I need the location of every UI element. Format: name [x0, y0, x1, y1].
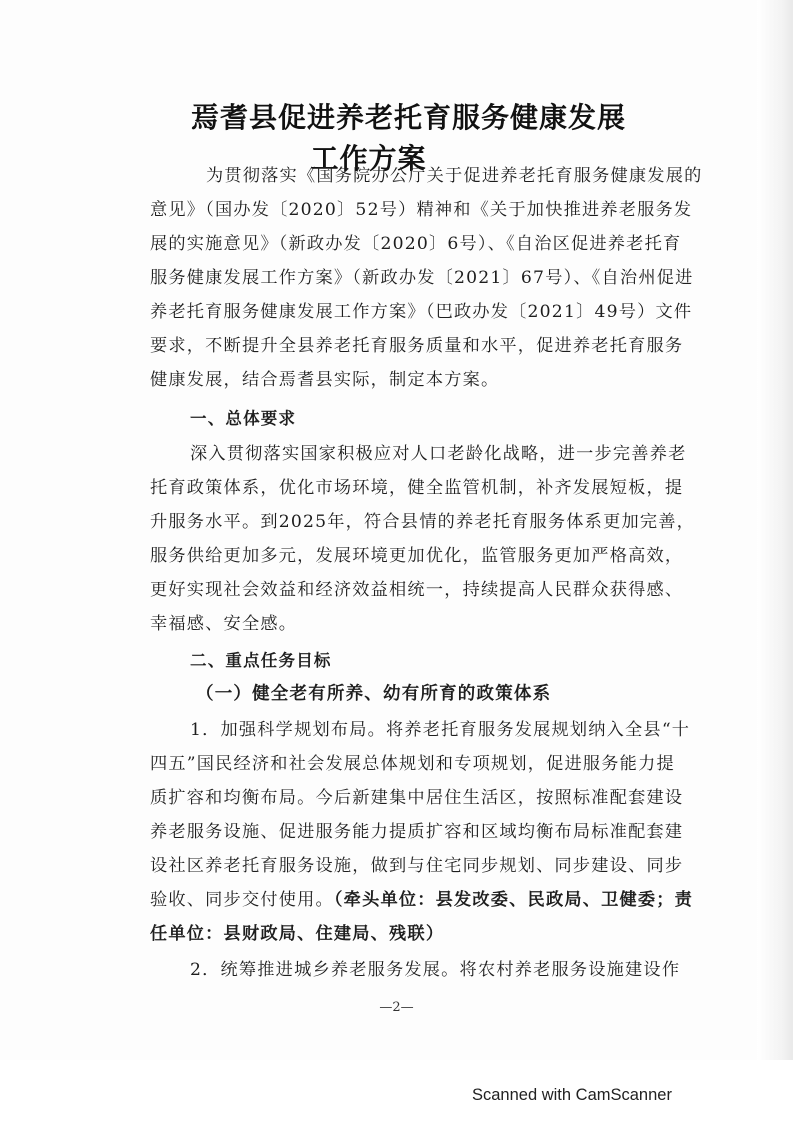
item1-line: 1．加强科学规划布局。将养老托育服务发展规划纳入全县“十 — [190, 720, 691, 740]
intro-line: 要求，不断提升全县养老托育服务质量和水平，促进养老托育服务 — [150, 336, 684, 356]
section1-line: 托育政策体系，优化市场环境，健全监管机制，补齐发展短板，提 — [150, 478, 684, 498]
item1-line: 四五”国民经济和社会发展总体规划和专项规划，促进服务能力提 — [150, 754, 675, 774]
item1-last-line — [150, 884, 693, 917]
intro-line: 意见》（国办发〔2020〕52号）精神和《关于加快推进养老服务发 — [150, 200, 693, 220]
document-title-line2: 工作方案 — [310, 142, 427, 175]
section-heading: 一、总体要求 — [190, 409, 297, 428]
subsection-heading: （一）健全老有所养、幼有所育的政策体系 — [196, 684, 552, 704]
section1-line: 服务供给更加多元，发展环境更加优化，监管服务更加严格高效， — [150, 546, 684, 566]
intro-line: 服务健康发展工作方案》（新政办发〔2021〕67号）、《自治州促进 — [150, 268, 694, 288]
item2-line: 2．统筹推进城乡养老服务发展。将农村养老服务设施建设作 — [190, 960, 681, 980]
document-title-line1: 焉耆县促进养老托育服务健康发展 — [190, 101, 626, 134]
intro-line: 养老托育服务健康发展工作方案》（巴政办发〔2021〕49号）文件 — [150, 302, 693, 322]
section1-line: 幸福感、安全感。 — [150, 614, 298, 634]
item1-line: 质扩容和均衡布局。今后新建集中居住生活区，按照标准配套建设 — [150, 788, 684, 808]
section1-line: 深入贯彻落实国家积极应对人口老龄化战略，进一步完善养老 — [190, 444, 687, 464]
camscanner-watermark: Scanned with CamScanner — [472, 1086, 672, 1104]
intro-line: 为贯彻落实《国务院办公厅关于促进养老托育服务健康发展的 — [206, 166, 703, 186]
item1-line: 养老服务设施、促进服务能力提质扩容和区域均衡布局标准配套建 — [150, 822, 684, 842]
intro-line: 健康发展，结合焉耆县实际，制定本方案。 — [150, 370, 500, 390]
item1-last-plain: 验收、同步交付使用。 — [150, 890, 334, 910]
section1-line: 更好实现社会效益和经济效益相统一，持续提高人民群众获得感、 — [150, 580, 684, 600]
intro-line: 展的实施意见》（新政办发〔2020〕6号）、《自治区促进养老托育 — [150, 234, 682, 254]
section-heading: 二、重点任务目标 — [190, 651, 332, 670]
section1-line: 升服务水平。到2025年，符合县情的养老托育服务体系更加完善， — [150, 512, 696, 532]
page-number: —2— — [379, 1000, 414, 1015]
responsible-units: 任单位：县财政局、住建局、残联） — [150, 924, 445, 944]
responsible-units-lead: （牵头单位：县发改委、民政局、卫健委；责 — [333, 890, 694, 910]
item1-line: 设社区养老托育服务设施，做到与住宅同步规划、同步建设、同步 — [150, 856, 684, 876]
